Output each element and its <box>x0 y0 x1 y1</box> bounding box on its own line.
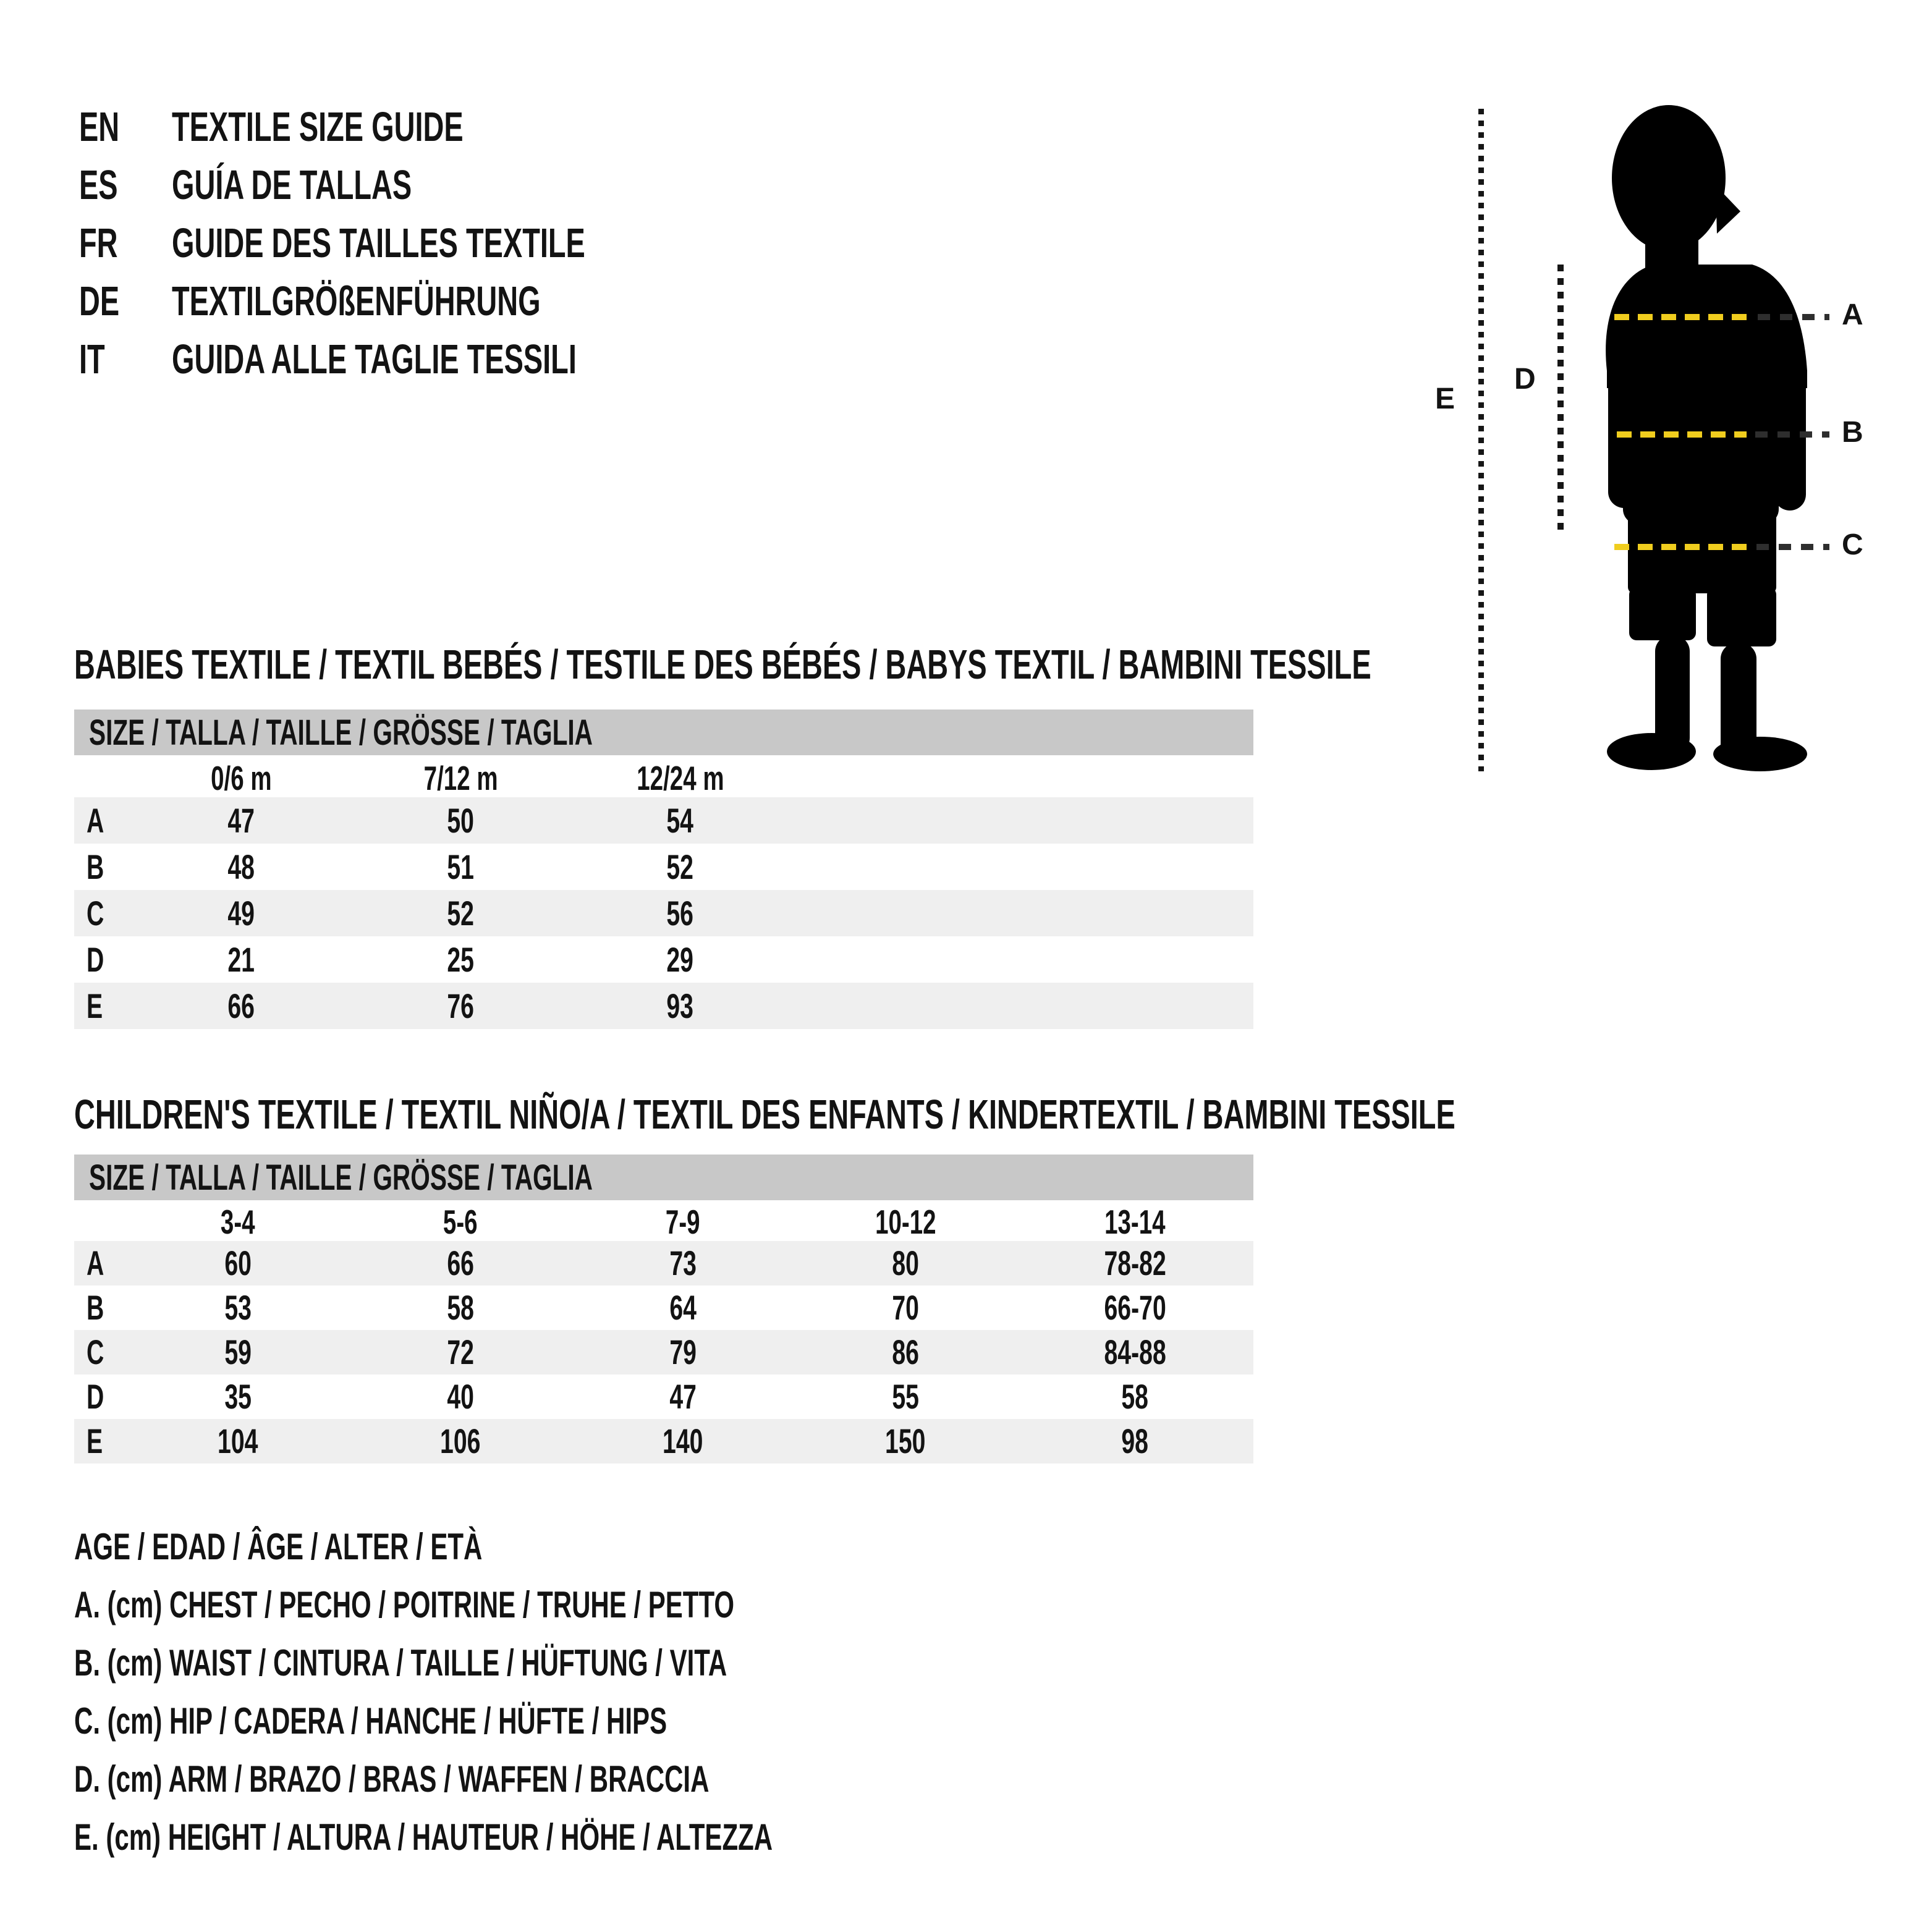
children-col-3: 10-12 <box>875 1203 936 1241</box>
children-table <box>74 1203 1253 1464</box>
lang-title-fr: GUIDE DES TAILLES TEXTILE <box>172 220 585 266</box>
table-row: B 53 58 64 70 66-70 <box>87 1288 1166 1327</box>
label-height: E <box>1435 383 1455 415</box>
label-chest: A <box>1842 299 1863 331</box>
table-row: D 35 40 47 55 58 <box>87 1377 1149 1416</box>
label-waist: B <box>1842 416 1863 449</box>
children-size-header-bar: SIZE / TALLA / TAILLE / GRÖSSE / TAGLIA <box>74 1155 1253 1200</box>
waist-measure-line <box>1617 431 1747 438</box>
legend-age: AGE / EDAD / ÂGE / ALTER / ETÀ <box>74 1526 483 1567</box>
table-row: E 104 106 140 150 98 <box>74 1419 1253 1464</box>
children-section-heading: CHILDREN'S TEXTILE / TEXTIL NIÑO/A / TEXTIL DES ENFANTS / KINDERTEXTIL / BAMBINI TESSILE <box>74 1091 1455 1138</box>
table-row: D 21 25 29 <box>87 940 694 979</box>
babies-col-1: 7/12 m <box>423 759 498 797</box>
hip-measure-line <box>1614 544 1748 550</box>
label-hip: C <box>1842 528 1863 561</box>
babies-section-heading: BABIES TEXTILE / TEXTIL BEBÉS / TESTILE DES BÉBÉS / BABYS TEXTIL / BAMBINI TESSILE <box>74 642 1371 688</box>
children-col-4: 13-14 <box>1104 1203 1166 1241</box>
lang-title-it: GUIDA ALLE TAGLIE TESSILI <box>172 336 577 383</box>
chest-measure-leader <box>1758 314 1829 320</box>
children-column-header-row <box>74 1203 1253 1241</box>
label-arm: D <box>1514 363 1536 396</box>
children-col-2: 7-9 <box>666 1203 700 1241</box>
babies-column-header-row <box>74 759 1253 797</box>
table-row: C 59 72 79 86 84-88 <box>74 1330 1253 1375</box>
lang-code-fr: FR <box>79 220 118 266</box>
lang-title-es: GUÍA DE TALLAS <box>172 162 412 208</box>
arm-measure-line <box>1557 265 1564 535</box>
babies-size-header-bar: SIZE / TALLA / TAILLE / GRÖSSE / TAGLIA <box>74 710 1253 755</box>
lang-code-en: EN <box>79 104 120 150</box>
lang-title-en: TEXTILE SIZE GUIDE <box>172 104 464 150</box>
table-row: E 66 76 93 <box>74 983 1253 1029</box>
chest-measure-line <box>1614 314 1749 320</box>
babies-col-0: 0/6 m <box>211 759 272 797</box>
hip-measure-leader <box>1756 544 1829 550</box>
children-col-0: 3-4 <box>221 1203 255 1241</box>
table-row: B 48 51 52 <box>87 847 694 886</box>
lang-code-es: ES <box>79 162 118 208</box>
legend-waist: B. (cm) WAIST / CINTURA / TAILLE / HÜFTUNG / VITA <box>74 1642 727 1684</box>
legend-chest: A. (cm) CHEST / PECHO / POITRINE / TRUHE / PETTO <box>74 1584 735 1625</box>
table-row: A 60 66 73 80 78-82 <box>74 1241 1253 1286</box>
legend-height: E. (cm) HEIGHT / ALTURA / HAUTEUR / HÖHE / ALTEZZA <box>74 1816 773 1858</box>
babies-table <box>74 759 1253 1029</box>
table-row: A 47 50 54 <box>74 797 1253 844</box>
table-row: C 49 52 56 <box>74 890 1253 936</box>
lang-code-de: DE <box>79 278 120 324</box>
legend-hip: C. (cm) HIP / CADERA / HANCHE / HÜFTE / HIPS <box>74 1700 667 1742</box>
waist-measure-leader <box>1755 431 1829 438</box>
legend-arm: D. (cm) ARM / BRAZO / BRAS / WAFFEN / BRACCIA <box>74 1758 710 1800</box>
lang-code-it: IT <box>79 336 105 383</box>
lang-title-de: TEXTILGRÖßENFÜHRUNG <box>172 278 541 324</box>
babies-col-2: 12/24 m <box>636 759 724 797</box>
children-col-1: 5-6 <box>443 1203 478 1241</box>
